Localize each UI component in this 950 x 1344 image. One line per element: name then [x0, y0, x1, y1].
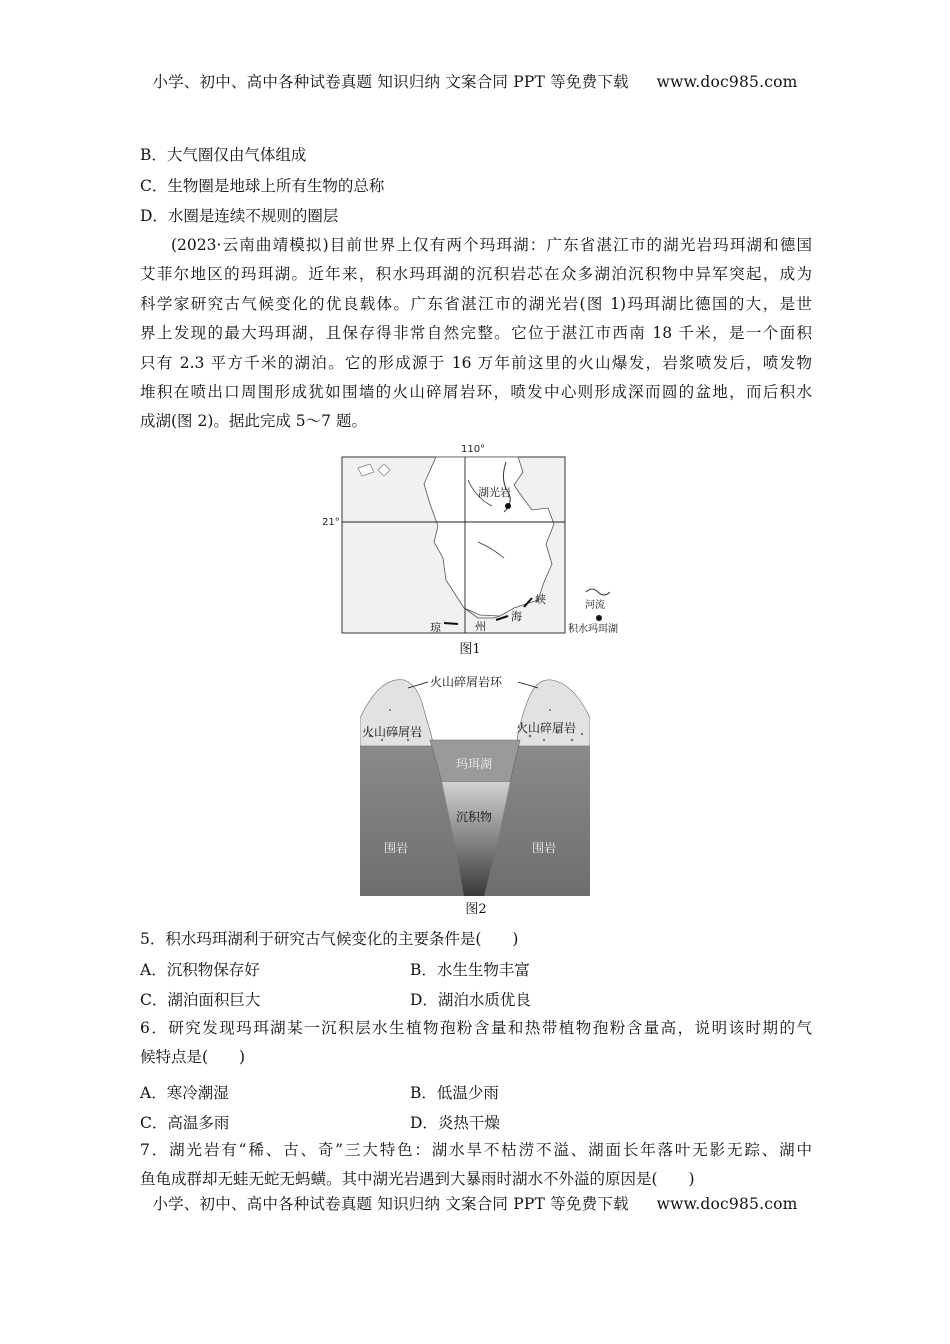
header-text: 小学、初中、高中各种试卷真题 知识归纳 文案合同 PPT 等免费下载: [152, 73, 629, 91]
label-lake: 玛珥湖: [456, 757, 493, 771]
footer-text: 小学、初中、高中各种试卷真题 知识归纳 文案合同 PPT 等免费下载: [152, 1195, 629, 1213]
page-footer: [0, 1192, 950, 1214]
figure2-caption: 图2: [465, 902, 487, 917]
q7-stem-line: 7．湖光岩有“稀、古、奇”三大特色：湖水旱不枯涝不溢、湖面长年落叶无影无踪、湖中: [140, 1141, 812, 1159]
label-left-country: 围岩: [384, 841, 409, 855]
legend-river-label: 河流: [585, 600, 605, 611]
q6-option-c: C．高温多雨: [140, 1114, 230, 1132]
header-site: www.doc985.com: [656, 73, 798, 91]
passage-line: 界上发现的最大玛珥湖，且保存得非常自然完整。它位于湛江市西南 18 千米，是一个面积: [140, 324, 812, 343]
prev-option-b: B．大气圈仅由气体组成: [140, 146, 307, 164]
map-strait-char: 州: [475, 620, 486, 633]
q5-option-c: C．湖泊面积巨大: [140, 991, 261, 1009]
passage: [140, 231, 812, 437]
map-lon-label: 110°: [461, 444, 486, 455]
passage-line: (2023·云南曲靖模拟)目前世界上仅有两个玛珥湖：广东省湛江市的湖光岩玛珥湖和德国: [171, 236, 812, 254]
prev-option-d: D．水圈是连续不规则的圈层: [140, 207, 339, 225]
prev-option-c: C．生物圈是地球上所有生物的总称: [140, 177, 385, 195]
map-place-label: 湖光岩: [478, 486, 511, 499]
question-7-stem: [140, 1136, 812, 1195]
map-lake-marker: [505, 503, 511, 509]
q6-option-b: B．低温少雨: [410, 1084, 499, 1102]
page-header: [0, 70, 950, 92]
legend-lake-icon: [596, 615, 602, 621]
q5-option-d: D．湖泊水质优良: [410, 991, 531, 1009]
passage-line: 科学家研究古气候变化的优良载体。广东省湛江市的湖光岩(图 1)玛珥湖比德国的大，是世: [140, 294, 812, 313]
passage-line: 只有 2.3 平方千米的湖泊。它的形成源于 16 万年前这里的火山爆发，岩浆喷发后，喷发物: [140, 353, 812, 372]
q5-option-a: A．沉积物保存好: [140, 961, 260, 979]
passage-line: 堆积在喷出口周围形成犹如围墙的火山碎屑岩环，喷发中心则形成深而圆的盆地，而后积水: [140, 383, 812, 402]
figure2-section: [360, 670, 590, 896]
q6-option-a: A．寒冷潮湿: [140, 1084, 229, 1102]
map-strait-char: 峡: [535, 593, 546, 606]
q5-option-b: B．水生生物丰富: [410, 961, 530, 979]
label-rim: 火山碎屑岩环: [430, 675, 503, 689]
q7-stem-line: 鱼龟成群却无蛙无蛇无蚂蟥。其中湖光岩遇到大暴雨时湖水不外溢的原因是( ): [140, 1170, 695, 1189]
map-lat-label: 21°: [322, 517, 340, 528]
q6-stem-line: 候特点是( ): [140, 1048, 246, 1067]
q6-stem-line: 6．研究发现玛珥湖某一沉积层水生植物孢粉含量和热带植物孢粉含量高，说明该时期的气: [140, 1019, 812, 1037]
legend-river-icon: [586, 589, 610, 595]
figure1-map: [318, 440, 638, 640]
label-right-country: 围岩: [532, 841, 557, 855]
q6-option-d: D．炎热干燥: [410, 1114, 500, 1132]
label-left-rock: 火山碎屑岩: [362, 725, 423, 739]
legend-lake-label: 积水玛珥湖: [568, 624, 618, 635]
passage-line: 成湖(图 2)。据此完成 5～7 题。: [140, 412, 367, 431]
label-right-rock: 火山碎屑岩: [516, 721, 577, 735]
map-strait-mark: [444, 623, 458, 624]
footer-site: www.doc985.com: [656, 1195, 798, 1213]
label-sediment: 沉积物: [456, 810, 493, 824]
passage-line: 艾菲尔地区的玛珥湖。近年来，积水玛珥湖的沉积岩芯在众多湖泊沉积物中异军突起，成为: [140, 265, 812, 284]
question-6-stem: [140, 1014, 812, 1073]
map-strait-char: 海: [511, 610, 522, 623]
figure1-caption: 图1: [459, 642, 481, 657]
map-strait-char: 琼: [430, 621, 441, 634]
question-5-stem: 5．积水玛珥湖利于研究古气候变化的主要条件是( ): [140, 930, 519, 948]
